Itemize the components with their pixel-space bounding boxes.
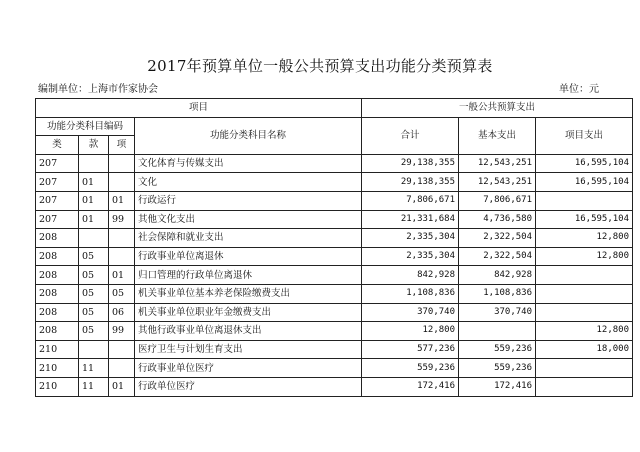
- cell-kuan: [79, 229, 109, 248]
- cell-lei: 207: [36, 154, 79, 173]
- cell-name: 医疗卫生与计划生育支出: [135, 340, 362, 359]
- cell-xiang: 99: [109, 210, 135, 229]
- cell-kuan: 01: [79, 173, 109, 192]
- cell-basic: 1,108,836: [459, 284, 536, 303]
- cell-basic: 172,416: [459, 377, 536, 396]
- cell-xiang: 01: [109, 191, 135, 210]
- cell-xiang: 06: [109, 303, 135, 322]
- cell-xiang: [109, 340, 135, 359]
- cell-name: 其他文化支出: [135, 210, 362, 229]
- cell-total: 559,236: [362, 359, 459, 378]
- cell-lei: 208: [36, 266, 79, 285]
- page-title: 2017年预算单位一般公共预算支出功能分类预算表: [147, 57, 493, 75]
- cell-basic: 559,236: [459, 359, 536, 378]
- cell-xiang: [109, 173, 135, 192]
- cell-project: 18,000: [536, 340, 633, 359]
- cell-lei: 210: [36, 340, 79, 359]
- cell-basic: 2,322,504: [459, 229, 536, 248]
- cell-project: 12,800: [536, 247, 633, 266]
- cell-kuan: 01: [79, 191, 109, 210]
- cell-xiang: [109, 359, 135, 378]
- cell-name: 机关事业单位基本养老保险缴费支出: [135, 284, 362, 303]
- header-item: 项目: [36, 99, 362, 118]
- cell-basic: [459, 322, 536, 341]
- compiling-unit: 编制单位：上海市作家协会: [38, 84, 158, 95]
- currency-unit: 单位：元: [559, 84, 599, 95]
- cell-name: 行政事业单位离退休: [135, 247, 362, 266]
- cell-total: 21,331,684: [362, 210, 459, 229]
- cell-basic: 559,236: [459, 340, 536, 359]
- cell-project: [536, 377, 633, 396]
- table-row: [36, 303, 633, 322]
- cell-lei: 208: [36, 303, 79, 322]
- table-row: [36, 340, 633, 359]
- cell-lei: 207: [36, 173, 79, 192]
- table-row: [36, 322, 633, 341]
- cell-kuan: 05: [79, 284, 109, 303]
- cell-name: 文化: [135, 173, 362, 192]
- cell-project: [536, 359, 633, 378]
- cell-total: 1,108,836: [362, 284, 459, 303]
- cell-xiang: 05: [109, 284, 135, 303]
- cell-kuan: 11: [79, 359, 109, 378]
- cell-basic: 4,736,580: [459, 210, 536, 229]
- table-row: [36, 359, 633, 378]
- table-row: [36, 210, 633, 229]
- header-total: 合计: [362, 117, 459, 154]
- cell-kuan: 11: [79, 377, 109, 396]
- table-row: [36, 154, 633, 173]
- cell-name: 归口管理的行政单位离退休: [135, 266, 362, 285]
- header-row-2: [36, 117, 633, 136]
- header-basic: 基本支出: [459, 117, 536, 154]
- header-general-budget: 一般公共预算支出: [362, 99, 633, 118]
- cell-project: [536, 284, 633, 303]
- cell-project: 16,595,104: [536, 210, 633, 229]
- table-row: [36, 247, 633, 266]
- cell-total: 2,335,304: [362, 247, 459, 266]
- header-name: 功能分类科目名称: [135, 117, 362, 154]
- cell-basic: 12,543,251: [459, 154, 536, 173]
- cell-kuan: [79, 340, 109, 359]
- cell-xiang: [109, 154, 135, 173]
- cell-name: 机关事业单位职业年金缴费支出: [135, 303, 362, 322]
- budget-table: [35, 98, 633, 397]
- table-row: [36, 377, 633, 396]
- cell-total: 29,138,355: [362, 173, 459, 192]
- cell-lei: 210: [36, 359, 79, 378]
- cell-name: 行政单位医疗: [135, 377, 362, 396]
- cell-xiang: 01: [109, 377, 135, 396]
- cell-project: 16,595,104: [536, 154, 633, 173]
- cell-project: [536, 191, 633, 210]
- cell-total: 172,416: [362, 377, 459, 396]
- table-row: [36, 284, 633, 303]
- cell-xiang: 99: [109, 322, 135, 341]
- table-row: [36, 191, 633, 210]
- cell-kuan: 05: [79, 322, 109, 341]
- header-row-1: [36, 99, 633, 118]
- cell-name: 其他行政事业单位离退休支出: [135, 322, 362, 341]
- cell-total: 842,928: [362, 266, 459, 285]
- cell-total: 7,806,671: [362, 191, 459, 210]
- header-lei: 类: [36, 136, 79, 155]
- cell-project: 16,595,104: [536, 173, 633, 192]
- cell-project: [536, 266, 633, 285]
- header-code-group: 功能分类科目编码: [36, 117, 135, 136]
- cell-name: 文化体育与传媒支出: [135, 154, 362, 173]
- cell-project: [536, 303, 633, 322]
- table-row: [36, 266, 633, 285]
- cell-name: 行政事业单位医疗: [135, 359, 362, 378]
- cell-total: 29,138,355: [362, 154, 459, 173]
- table-body: [36, 154, 633, 396]
- cell-basic: 842,928: [459, 266, 536, 285]
- cell-total: 370,740: [362, 303, 459, 322]
- cell-lei: 208: [36, 322, 79, 341]
- cell-xiang: [109, 247, 135, 266]
- cell-lei: 208: [36, 284, 79, 303]
- table-row: [36, 173, 633, 192]
- cell-name: 行政运行: [135, 191, 362, 210]
- cell-total: 577,236: [362, 340, 459, 359]
- cell-kuan: 01: [79, 210, 109, 229]
- header-project: 项目支出: [536, 117, 633, 154]
- cell-name: 社会保障和就业支出: [135, 229, 362, 248]
- cell-lei: 207: [36, 210, 79, 229]
- cell-project: 12,800: [536, 322, 633, 341]
- cell-kuan: 05: [79, 303, 109, 322]
- cell-total: 2,335,304: [362, 229, 459, 248]
- cell-basic: 7,806,671: [459, 191, 536, 210]
- header-xiang: 项: [109, 136, 135, 155]
- cell-lei: 207: [36, 191, 79, 210]
- cell-lei: 208: [36, 247, 79, 266]
- cell-basic: 2,322,504: [459, 247, 536, 266]
- cell-total: 12,800: [362, 322, 459, 341]
- cell-basic: 370,740: [459, 303, 536, 322]
- header-kuan: 款: [79, 136, 109, 155]
- cell-lei: 210: [36, 377, 79, 396]
- cell-xiang: [109, 229, 135, 248]
- table-row: [36, 229, 633, 248]
- cell-xiang: 01: [109, 266, 135, 285]
- cell-kuan: 05: [79, 266, 109, 285]
- cell-kuan: 05: [79, 247, 109, 266]
- cell-kuan: [79, 154, 109, 173]
- cell-lei: 208: [36, 229, 79, 248]
- cell-basic: 12,543,251: [459, 173, 536, 192]
- cell-project: 12,800: [536, 229, 633, 248]
